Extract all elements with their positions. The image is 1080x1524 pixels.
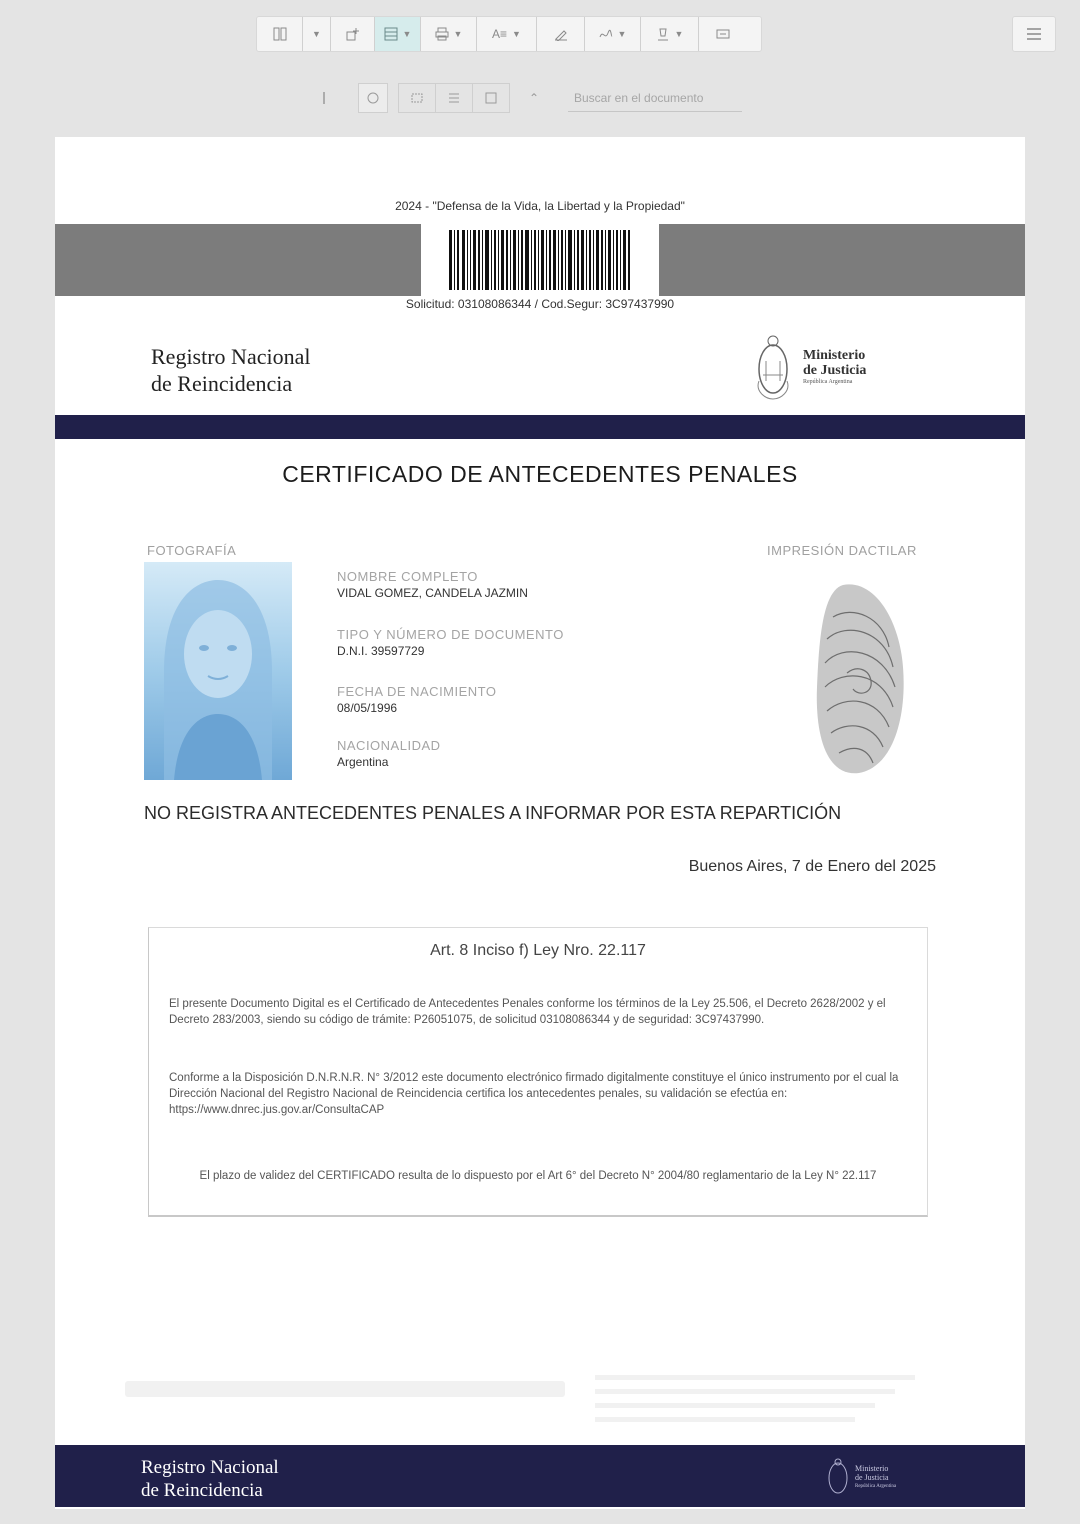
- registro-line-2: de Reincidencia: [151, 371, 293, 396]
- header-navy-bar: [55, 415, 1025, 439]
- lasso-tool-button[interactable]: [358, 83, 388, 113]
- footer-ministerio-line-2: de Justicia: [855, 1472, 889, 1482]
- registro-line-1: Registro Nacional: [151, 344, 311, 369]
- legal-paragraph-1: El presente Documento Digital es el Certificado de Antecedentes Penales conforme los términos de la Ley 25.506, el Decreto 2628/2002 y el Decreto 283/2003, siendo su código de trámite: P26051075, de solicitud 03108086344 y de seguridad: 3C97437990.: [169, 998, 886, 1026]
- footer-ministerio-line-3: República Argentina: [855, 1483, 897, 1489]
- legal-paragraph-2: Conforme a la Disposición D.N.R.N.R. N° 3/2012 este documento electrónico firmado digitalmente constituye el único instrumento por el cual la Dirección Nacional del Registro Nacional de Reincidencia certifica los antecedentes penales, su validación se efectúa en: https://www.dnrec.jus.gov.ar/ConsultaCAP: [169, 1072, 899, 1116]
- footer-coat-of-arms-icon: [825, 1457, 851, 1497]
- draw-button[interactable]: [537, 17, 585, 51]
- document-page: [55, 137, 1025, 1509]
- page-view-dropdown[interactable]: [303, 17, 331, 51]
- chevron-down-icon: ▼: [312, 29, 321, 39]
- barcode: [421, 224, 659, 296]
- text-select-button[interactable]: [436, 84, 473, 112]
- more-icon: [716, 27, 730, 41]
- ministerio-line-1: Ministerio: [803, 347, 866, 363]
- collapse-button[interactable]: [520, 84, 548, 112]
- faded-signature-watermark: [125, 1369, 935, 1429]
- ministerio-logo: [751, 329, 866, 405]
- ministerio-line-2: de Justicia: [803, 362, 867, 378]
- person-photo-image: [144, 562, 292, 780]
- issue-date: Buenos Aires, 7 de Enero del 2025: [688, 858, 936, 875]
- lasso-icon: [366, 91, 380, 105]
- signature-icon: [599, 27, 613, 41]
- solicitud-code: Solicitud: 03108086344 / Cod.Segur: 3C97437990: [405, 297, 675, 311]
- footer-ministerio-line-1: Ministerio: [855, 1463, 889, 1473]
- insert-button[interactable]: [331, 17, 375, 51]
- chevron-down-icon: ▼: [674, 29, 684, 39]
- search-placeholder: Buscar en el documento: [574, 90, 704, 105]
- menu-icon: [1026, 27, 1042, 41]
- no-record-statement: NO REGISTRA ANTECEDENTES PENALES A INFORMAR POR ESTA REPARTICIÓN: [144, 803, 842, 823]
- rectangle-select-icon: [410, 91, 424, 105]
- layout-button[interactable]: [375, 17, 421, 51]
- chevron-down-icon: ▼: [617, 29, 627, 39]
- field-label: NOMBRE COMPLETO: [337, 569, 478, 584]
- text-select-icon: [447, 91, 461, 105]
- layout-icon: [384, 27, 398, 41]
- signature-button[interactable]: [585, 17, 641, 51]
- field-nacimiento: [337, 684, 497, 716]
- fingerprint-image: [803, 577, 911, 777]
- main-toolbar: [256, 16, 762, 52]
- page-view-icon: [273, 27, 287, 41]
- text-button[interactable]: [477, 17, 537, 51]
- fingerprint-label: IMPRESIÓN DACTILAR: [767, 543, 917, 558]
- chevron-down-icon: ▼: [512, 29, 521, 39]
- printer-icon: [435, 27, 449, 41]
- field-value: VIDAL GOMEZ, CANDELA JAZMIN: [337, 586, 528, 600]
- chevron-down-icon: ▼: [402, 29, 412, 39]
- shape-tool-group: [398, 83, 510, 113]
- rectangle-select-button[interactable]: [399, 84, 436, 112]
- legal-paragraph-3: El plazo de validez del CERTIFICADO resulta de lo dispuesto por el Art 6° del Decreto N° 2004/80 reglamentario de la Ley N° 22.117: [199, 1170, 877, 1182]
- barcode-image: [447, 228, 633, 292]
- text-icon: A≡: [492, 27, 508, 41]
- field-nombre: [337, 569, 528, 601]
- certificate-title: CERTIFICADO DE ANTECEDENTES PENALES: [282, 461, 798, 487]
- footer-ministerio-logo: [825, 1457, 896, 1497]
- field-value: Argentina: [337, 755, 389, 769]
- sidebar-toggle-button[interactable]: [1012, 16, 1056, 52]
- cursor-tool-button[interactable]: [310, 84, 338, 112]
- ministerio-text: [803, 348, 866, 387]
- footer-band: [55, 1445, 1025, 1507]
- coat-of-arms-icon: [751, 331, 795, 403]
- note-tool-button[interactable]: [473, 84, 509, 112]
- secondary-toolbar: [310, 82, 742, 114]
- photo-label: FOTOGRAFÍA: [147, 543, 237, 558]
- text-cursor-icon: [317, 91, 331, 105]
- footer-registro-line-2: de Reincidencia: [141, 1480, 263, 1501]
- chevron-up-icon: ⌃: [528, 91, 540, 105]
- more-button[interactable]: [699, 17, 747, 51]
- field-label: FECHA DE NACIMIENTO: [337, 684, 497, 699]
- field-label: TIPO Y NÚMERO DE DOCUMENTO: [337, 627, 564, 642]
- year-motto: 2024 - "Defensa de la Vida, la Libertad y la Propiedad": [395, 199, 685, 213]
- registro-logo: [151, 343, 310, 397]
- draw-icon: [554, 27, 568, 41]
- ministerio-line-3: República Argentina: [803, 378, 853, 385]
- field-nacionalidad: [337, 738, 441, 770]
- footer-registro-logo: [141, 1456, 279, 1502]
- footer-registro-line-1: Registro Nacional: [141, 1457, 279, 1478]
- page-view-button[interactable]: [257, 17, 303, 51]
- highlight-icon: [656, 27, 670, 41]
- applicant-photo: [144, 562, 292, 780]
- barcode-band: [55, 224, 1025, 296]
- insert-icon: [346, 27, 360, 41]
- search-input[interactable]: [568, 84, 742, 112]
- footer-ministerio-text: [855, 1464, 896, 1491]
- note-icon: [484, 91, 498, 105]
- field-documento: [337, 627, 564, 659]
- highlight-button[interactable]: [641, 17, 699, 51]
- print-button[interactable]: [421, 17, 477, 51]
- field-label: NACIONALIDAD: [337, 738, 441, 753]
- chevron-down-icon: ▼: [453, 29, 463, 39]
- field-value: 08/05/1996: [337, 701, 398, 715]
- field-value: D.N.I. 39597729: [337, 644, 425, 658]
- legal-notice-box: [148, 927, 928, 1217]
- legal-title: Art. 8 Inciso f) Ley Nro. 22.117: [430, 942, 646, 959]
